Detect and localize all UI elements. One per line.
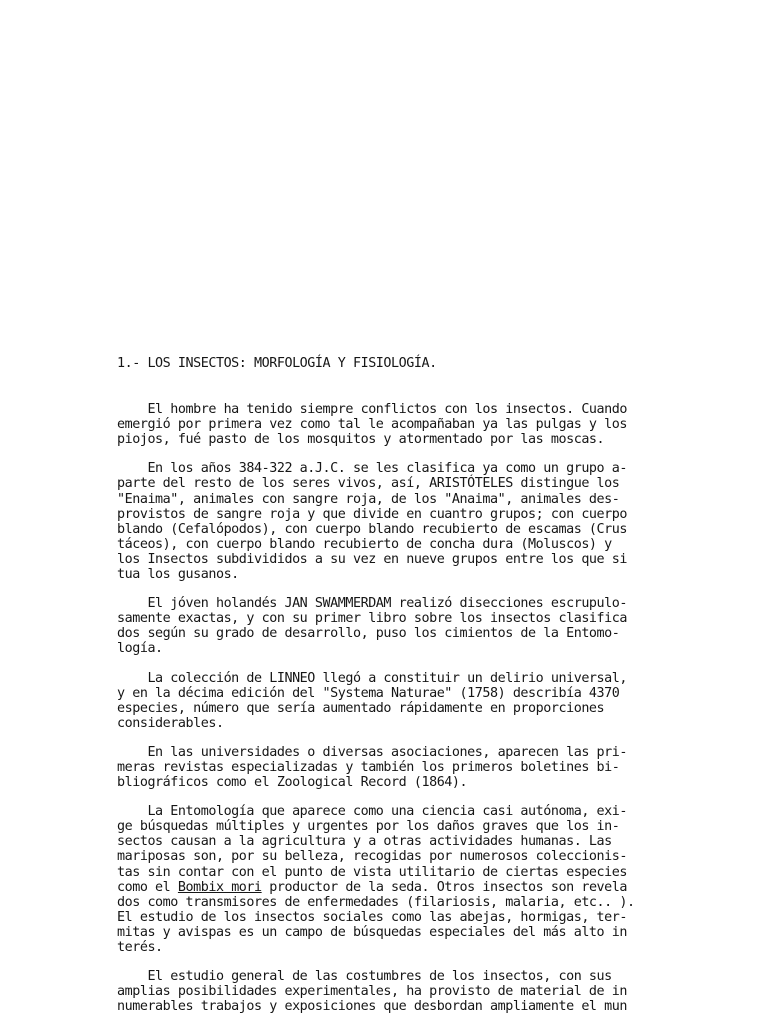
text-line: numerables trabajos y exposiciones que desbordan ampliamente el mun (117, 999, 627, 1015)
paragraph-list (117, 402, 747, 1014)
underlined-term: Bombix mori (177, 879, 262, 895)
text-line: dos según su grado de desarrollo, puso los cimientos de la Entomo- (117, 626, 620, 642)
text-line: especies, número que sería aumentado rápidamente en proporciones (117, 700, 605, 716)
text-line: mariposas son, por su belleza, recogidas por numerosos coleccionis- (117, 849, 627, 865)
text-line: ge búsquedas múltiples y urgentes por los daños graves que los in- (117, 819, 620, 835)
text-line: El estudio general de las costumbres de los insectos, con sus (117, 969, 612, 985)
text-line: tua los gusanos. (117, 567, 239, 583)
text-line: dos como transmisores de enfermedades (filariosis, malaria, etc.. ). (117, 894, 635, 910)
text-line: emergió por primera vez como tal le acompañaban ya las pulgas y los (117, 417, 627, 433)
text-line: sectos causan a la agricultura y a otras actividades humanas. Las (117, 834, 612, 850)
document-body (117, 356, 747, 1024)
paragraph (117, 461, 747, 582)
paragraph (117, 671, 747, 731)
text-line: piojos, fué pasto de los mosquitos y atormentado por las moscas. (117, 432, 605, 448)
text-line: como el Bombix mori productor de la seda. Otros insectos son revela (117, 879, 628, 895)
text-line: samente exactas, y con su primer libro sobre los insectos clasifica (117, 611, 627, 627)
text-line: bliográficos como el Zoological Record (1864). (117, 775, 468, 791)
text-line: los Insectos subdivididos a su vez en nueve grupos entre los que si (117, 551, 627, 567)
section-heading: 1.- LOS INSECTOS: MORFOLOGÍA Y FISIOLOGÍA. (117, 356, 437, 371)
text-line: considerables. (117, 715, 224, 731)
text-line: terés. (117, 940, 163, 955)
text-line: El estudio de los insectos sociales como las abejas, hormigas, ter- (117, 909, 627, 925)
text-line: El hombre ha tenido siempre conflictos con los insectos. Cuando (117, 402, 627, 418)
text-line: amplias posibilidades experimentales, ha provisto de material de in (117, 984, 627, 1000)
paragraph (117, 402, 747, 447)
text-line: En los años 384-322 a.J.C. se les clasifica ya como un grupo a- (117, 461, 627, 477)
text-line: El jóven holandés JAN SWAMMERDAM realizó disecciones escrupulo- (117, 596, 627, 612)
text-line: táceos), con cuerpo blando recubierto de concha dura (Moluscos) y (117, 536, 612, 552)
text-line: blando (Cefalópodos), con cuerpo blando recubierto de escamas (Crus (117, 521, 627, 537)
text-line: tas sin contar con el punto de vista utilitario de ciertas especies (117, 864, 627, 880)
text-line: provistos de sangre roja y que divide en cuantro grupos; con cuerpo (117, 506, 627, 522)
text-line: meras revistas especializadas y también los primeros boletines bi- (117, 759, 620, 775)
text-line: En las universidades o diversas asociaciones, aparecen las pri- (117, 744, 627, 760)
text-line: logía. (117, 641, 163, 657)
paragraph (117, 745, 747, 790)
text-line: parte del resto de los seres vivos, así, ARISTÓTELES distingue los (117, 476, 620, 492)
text-line: mitas y avispas es un campo de búsquedas especiales del más alto in (117, 924, 627, 940)
text-line: La Entomología que aparece como una ciencia casi autónoma, exi- (117, 804, 627, 820)
paragraph (117, 596, 747, 656)
text-line: y en la décima edición del "Systema Naturae" (1758) describía 4370 (117, 685, 620, 701)
text-line: "Enaima", animales con sangre roja, de los "Anaima", animales des- (117, 491, 620, 507)
paragraph (117, 804, 747, 955)
paragraph (117, 969, 747, 1014)
text-line: La colección de LINNEO llegó a constituir un delirio universal, (117, 670, 627, 686)
